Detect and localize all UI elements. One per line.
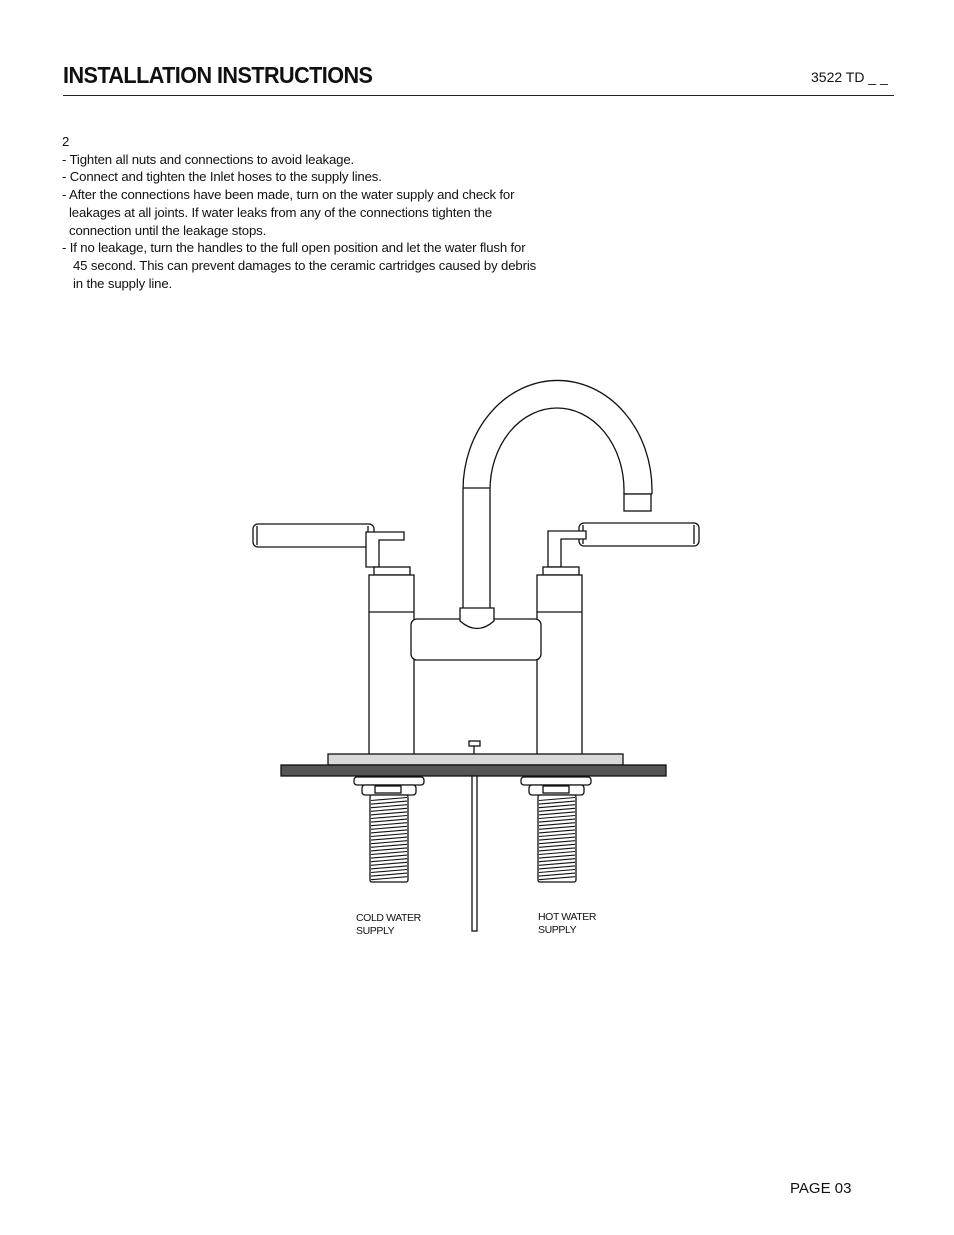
instruction-line: - After the connections have been made, turn on the water supply and check for <box>62 187 515 203</box>
cold-water-supply-label <box>356 912 421 938</box>
hot-handle <box>543 523 699 575</box>
deck-plate <box>281 741 666 931</box>
hot-water-supply-label <box>538 911 596 937</box>
header-divider <box>63 95 894 96</box>
instruction-line: - Tighten all nuts and connections to avoid leakage. <box>62 151 355 167</box>
hot-supply-shank <box>521 777 591 882</box>
instruction-line: 45 second. This can prevent damages to the ceramic cartridges caused by debris <box>73 257 537 273</box>
page-number: PAGE 03 <box>790 1180 852 1197</box>
instruction-line: connection until the leakage stops. <box>69 222 267 238</box>
cold-label-line: SUPPLY <box>356 925 395 937</box>
cold-handle <box>253 524 410 575</box>
instruction-line: - Connect and tighten the Inlet hoses to the supply lines. <box>62 169 382 185</box>
page-title: INSTALLATION INSTRUCTIONS <box>63 62 373 88</box>
instruction-line: in the supply line. <box>73 275 173 291</box>
instruction-line: - If no leakage, turn the handles to the full open position and let the water flush for <box>62 240 526 256</box>
hot-label-line: HOT WATER <box>538 911 597 923</box>
model-number: 3522 TD _ _ <box>811 69 888 85</box>
faucet-diagram <box>240 370 720 950</box>
cold-supply-shank <box>354 777 424 882</box>
hot-label-line: SUPPLY <box>538 924 577 936</box>
instruction-step <box>62 133 536 292</box>
instruction-line: leakages at all joints. If water leaks from any of the connections tighten the <box>69 204 492 220</box>
step-number: 2 <box>62 134 70 149</box>
valve-bodies <box>369 575 582 755</box>
center-hub <box>411 608 541 660</box>
cold-label-line: COLD WATER <box>356 912 421 924</box>
